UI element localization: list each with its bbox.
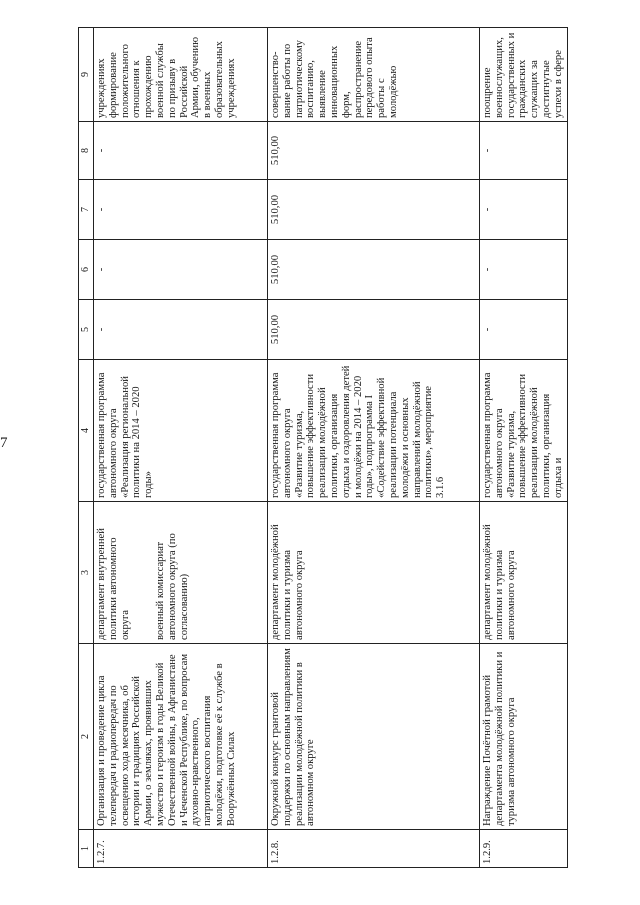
page-number: 7: [0, 435, 8, 451]
column-number: 3: [79, 502, 94, 644]
row-number: 1.2.7.: [94, 830, 268, 868]
value-cell: -: [480, 300, 568, 360]
executor-primary: департамент молодёжной политики и туризма автономного округа: [270, 524, 305, 640]
value-cell: -: [480, 122, 568, 180]
value-cell: 510,00: [268, 300, 480, 360]
value-cell: -: [94, 180, 268, 240]
column-number: 4: [79, 360, 94, 502]
executor-cell: [268, 502, 480, 644]
value-cell: 510,00: [268, 122, 480, 180]
column-number: 8: [79, 122, 94, 180]
executor-secondary: военный комиссариат автономного округа (по согласованию): [155, 533, 190, 640]
column-number: 1: [79, 830, 94, 868]
column-number: 5: [79, 300, 94, 360]
value-cell: -: [480, 240, 568, 300]
executor-primary: департамент внутренней политики автономного округа: [96, 528, 131, 640]
program-table: [78, 27, 568, 868]
row-number: 1.2.8.: [268, 830, 480, 868]
column-number-row: [79, 28, 94, 868]
executor-cell: [480, 502, 568, 644]
executor-cell: [94, 502, 268, 644]
value-cell: -: [94, 240, 268, 300]
value-cell: -: [94, 300, 268, 360]
table-row: [94, 28, 268, 868]
column-number: 7: [79, 180, 94, 240]
rotated-page-content: [78, 28, 564, 868]
executor-primary: департамент молодёжной политики и туризма автономного округа: [482, 524, 517, 640]
result-cell: поощрение военнослужащих, государственных и гражданских служащих за достигнутые успехи в сфере: [480, 28, 568, 122]
program-cell: государственная программа автономного округа «Реализация региональной политики на 2014 – 2020 годы»: [94, 360, 268, 502]
program-cell: государственная программа автономного округа «Развитие туризма, повышение эффективности реализации молодёжной политики, организация отдыха и оздоровления детей и молодёжи на 2014 – 2020 годы», подпрограмма I «Содействие эффективной реализации потенциала молодёжи и основных направлений молодёжной политики», мероприятие 3.1.6: [268, 360, 480, 502]
result-cell: совершенство-вание работы по патриотическому воспитанию, выявление инновационных форм, распространение передового опыта работы с молодёжью: [268, 28, 480, 122]
value-cell: 510,00: [268, 180, 480, 240]
event-cell: Организация и проведение цикла телепередач и радиопередач по освещению хода месячника, об истории и традициях Российской Армии, о земляках, проявивших мужество и героизм в годы Великой Отечественной войны, в Афганистане и Чеченской Республике, по вопросам духовно-нравственного, патриотического воспитания молодёжи, подготовке её к службе в Вооружённых Силах: [94, 644, 268, 830]
column-number: 2: [79, 644, 94, 830]
program-cell: государственная программа автономного округа «Развитие туризма, повышение эффективности реализации молодёжной политики, организация отдыха и: [480, 360, 568, 502]
result-cell: учреждениях формирование положительного отношения к прохождению военной службы по призыву в Российской Армии, обучению в военных образовательных учреждениях: [94, 28, 268, 122]
event-cell: Награждение Почётной грамотой департамента молодёжной политики и туризма автономного округа: [480, 644, 568, 830]
column-number: 9: [79, 28, 94, 122]
value-cell: -: [94, 122, 268, 180]
value-cell: 510,00: [268, 240, 480, 300]
event-cell: Окружной конкурс грантовой поддержки по основным направлениям реализации молодёжной политики в автономном округе: [268, 644, 480, 830]
row-number: 1.2.9.: [480, 830, 568, 868]
table-row: [268, 28, 480, 868]
table-row: [480, 28, 568, 868]
column-number: 6: [79, 240, 94, 300]
value-cell: -: [480, 180, 568, 240]
